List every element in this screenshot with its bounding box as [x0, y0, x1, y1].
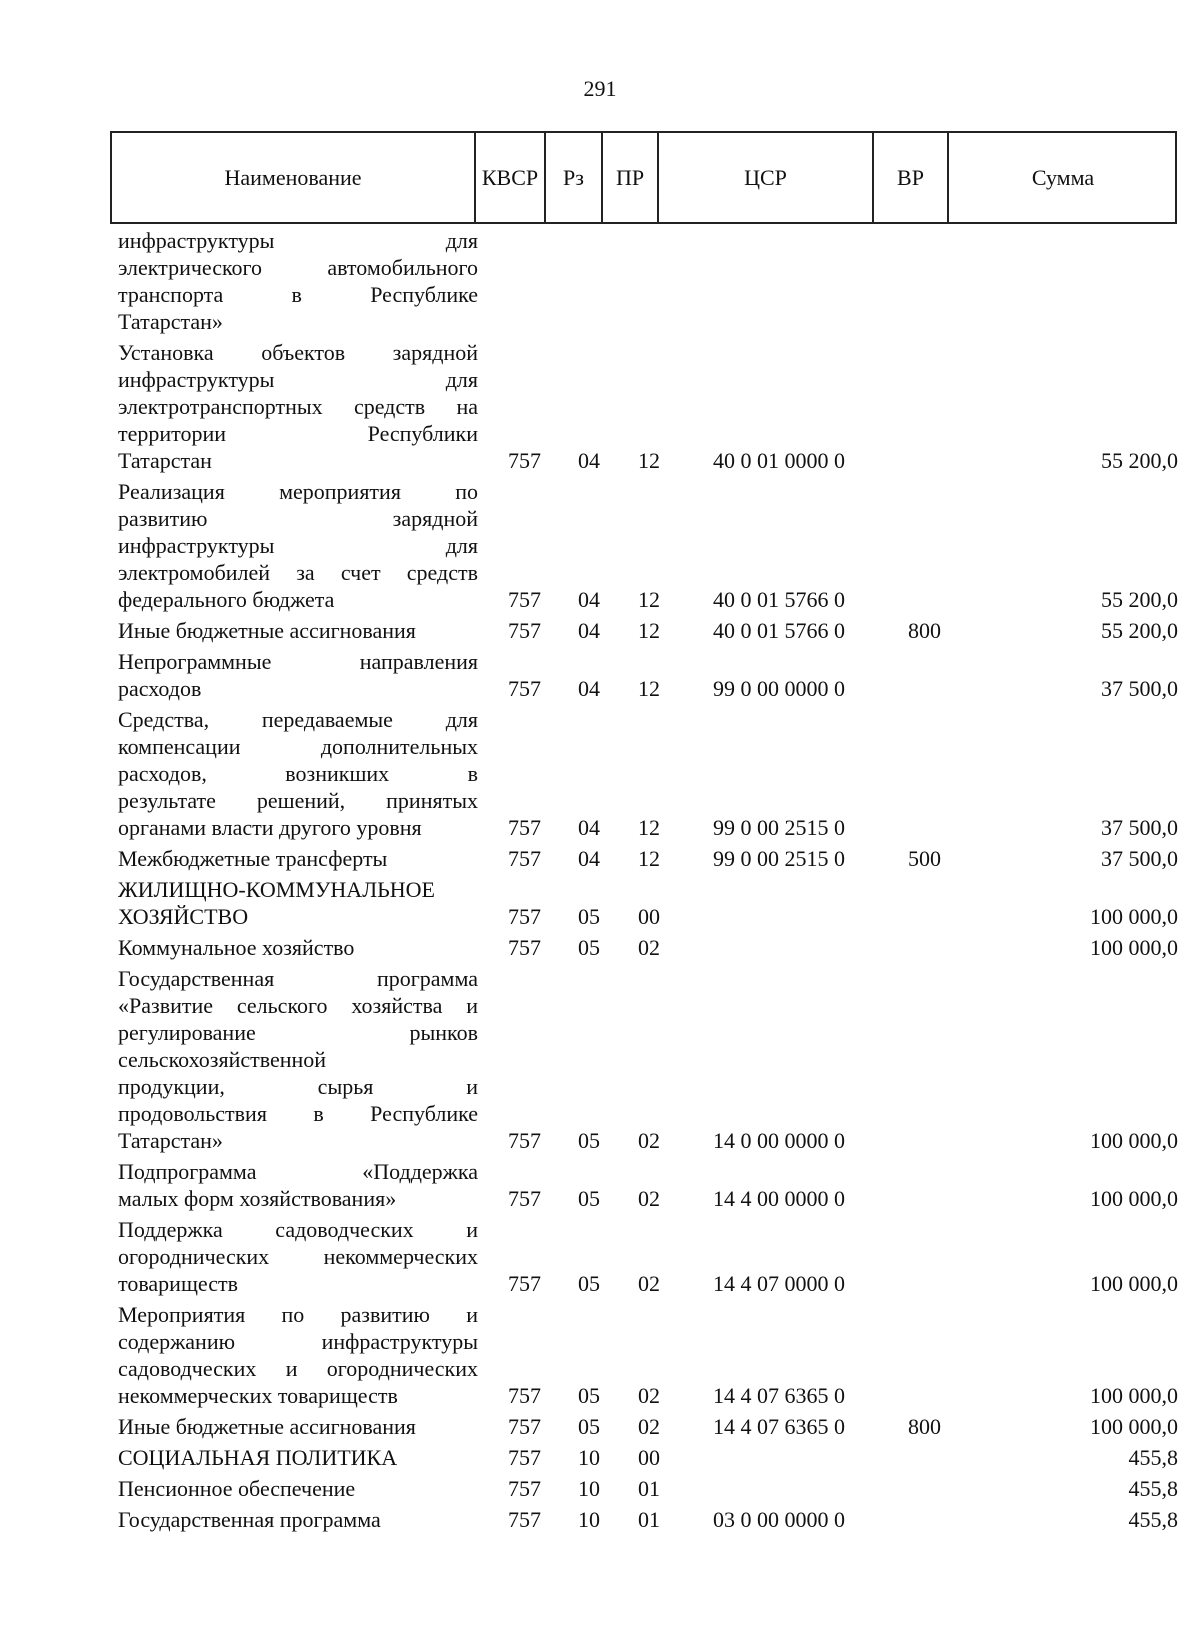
table-row — [118, 1158, 1178, 1212]
row-name-line: Государственная программа — [118, 1507, 381, 1532]
header-name: Наименование — [224, 164, 362, 190]
row-name-line: компенсации дополнительных — [118, 734, 478, 759]
row-sum: 100 000,0 — [1090, 1186, 1178, 1211]
row-name-line: СОЦИАЛЬНАЯ ПОЛИТИКА — [118, 1445, 398, 1470]
row-pr: 12 — [638, 587, 660, 612]
row-csr: 40 0 01 0000 0 — [713, 448, 845, 473]
row-kvsr: 757 — [508, 1383, 541, 1408]
row-name-line: Поддержка садоводческих и — [118, 1217, 478, 1242]
row-name-line: транспорта в Республике — [118, 282, 478, 307]
row-name — [118, 339, 478, 474]
row-kvsr: 757 — [508, 935, 541, 960]
row-kvsr: 757 — [508, 1414, 541, 1439]
row-pr: 02 — [638, 1128, 660, 1153]
row-sum: 100 000,0 — [1090, 1271, 1178, 1296]
row-kvsr: 757 — [508, 618, 541, 643]
table-row — [118, 845, 1178, 872]
row-pr: 00 — [638, 904, 660, 929]
header-rz: Рз — [544, 133, 601, 222]
row-name-line: регулирование рынков — [118, 1020, 478, 1045]
row-sum: 37 500,0 — [1101, 676, 1178, 701]
row-kvsr: 757 — [508, 1271, 541, 1296]
row-name-line: развитию зарядной — [118, 506, 478, 531]
row-pr: 00 — [638, 1445, 660, 1470]
row-name — [118, 1158, 478, 1212]
row-name-line: инфраструктуры для — [118, 533, 478, 558]
row-name-line: Иные бюджетные ассигнования — [118, 618, 416, 643]
row-sum: 455,8 — [1128, 1476, 1178, 1501]
row-csr: 14 4 07 0000 0 — [713, 1271, 845, 1296]
row-name-line: Татарстан» — [118, 1128, 223, 1153]
header-kvsr: КВСР — [474, 133, 544, 222]
table-row — [118, 876, 1178, 930]
row-name-line: Межбюджетные трансферты — [118, 846, 388, 871]
row-csr: 14 0 00 0000 0 — [713, 1128, 845, 1153]
row-kvsr: 757 — [508, 448, 541, 473]
row-name-line: Татарстан» — [118, 309, 223, 334]
row-pr: 12 — [638, 846, 660, 871]
row-rz: 05 — [578, 935, 600, 960]
row-sum: 55 200,0 — [1101, 448, 1178, 473]
row-name-line: содержанию инфраструктуры — [118, 1329, 478, 1354]
row-name-line: товариществ — [118, 1271, 238, 1296]
row-name — [118, 478, 478, 613]
row-name-line: Установка объектов зарядной — [118, 340, 478, 365]
row-name-line: электротранспортных средств на — [118, 394, 478, 419]
row-sum: 55 200,0 — [1101, 618, 1178, 643]
row-name-line: инфраструктуры для — [118, 228, 478, 253]
row-name — [118, 617, 478, 644]
row-kvsr: 757 — [508, 587, 541, 612]
header-sum: Сумма — [947, 133, 1177, 222]
row-sum: 100 000,0 — [1090, 1383, 1178, 1408]
page-number: 291 — [583, 76, 617, 101]
row-rz: 04 — [578, 618, 600, 643]
row-name-line: Коммунальное хозяйство — [118, 935, 355, 960]
row-name-line: некоммерческих товариществ — [118, 1383, 398, 1408]
row-kvsr: 757 — [508, 1128, 541, 1153]
row-name — [118, 227, 478, 335]
table-row — [118, 706, 1178, 841]
row-name — [118, 1506, 478, 1533]
row-name-line: расходов — [118, 676, 202, 701]
row-rz: 04 — [578, 815, 600, 840]
row-kvsr: 757 — [508, 1476, 541, 1501]
row-name-line: расходов, возникших в — [118, 761, 478, 786]
row-kvsr: 757 — [508, 815, 541, 840]
row-vr: 800 — [908, 1414, 941, 1439]
row-pr: 02 — [638, 935, 660, 960]
row-csr: 14 4 07 6365 0 — [713, 1383, 845, 1408]
row-name-line: Реализация мероприятия по — [118, 479, 478, 504]
row-csr: 14 4 07 6365 0 — [713, 1414, 845, 1439]
row-pr: 02 — [638, 1186, 660, 1211]
row-rz: 05 — [578, 1271, 600, 1296]
row-name-line: продукции, сырья и — [118, 1074, 478, 1099]
row-pr: 02 — [638, 1414, 660, 1439]
row-name-line: Государственная программа — [118, 966, 478, 991]
row-pr: 12 — [638, 815, 660, 840]
row-name-line: садоводческих и огороднических — [118, 1356, 478, 1381]
table-header — [110, 131, 1177, 224]
row-csr: 40 0 01 5766 0 — [713, 587, 845, 612]
table-row — [118, 965, 1178, 1154]
row-kvsr: 757 — [508, 676, 541, 701]
row-csr: 40 0 01 5766 0 — [713, 618, 845, 643]
row-rz: 05 — [578, 1186, 600, 1211]
header-pr: ПР — [601, 133, 657, 222]
table-row — [118, 1216, 1178, 1297]
row-csr: 99 0 00 2515 0 — [713, 846, 845, 871]
row-pr: 01 — [638, 1507, 660, 1532]
table-row — [118, 227, 1178, 335]
row-rz: 05 — [578, 904, 600, 929]
row-name-line: Пенсионное обеспечение — [118, 1476, 356, 1501]
row-name-line: результате решений, принятых — [118, 788, 478, 813]
row-kvsr: 757 — [508, 846, 541, 871]
row-kvsr: 757 — [508, 904, 541, 929]
row-name-line: огороднических некоммерческих — [118, 1244, 478, 1269]
table-row — [118, 617, 1178, 644]
row-kvsr: 757 — [508, 1507, 541, 1532]
row-sum: 100 000,0 — [1090, 1128, 1178, 1153]
row-rz: 04 — [578, 587, 600, 612]
row-name-line: сельскохозяйственной — [118, 1047, 327, 1072]
row-name-line: электрического автомобильного — [118, 255, 478, 280]
row-name-line: ХОЗЯЙСТВО — [118, 904, 249, 929]
row-name-line: Подпрограмма «Поддержка — [118, 1159, 478, 1184]
row-pr: 01 — [638, 1476, 660, 1501]
row-pr: 12 — [638, 676, 660, 701]
row-sum: 455,8 — [1128, 1507, 1178, 1532]
row-name-line: малых форм хозяйствования» — [118, 1186, 397, 1211]
row-rz: 04 — [578, 676, 600, 701]
table-body — [118, 227, 1178, 1533]
row-name — [118, 934, 478, 961]
row-sum: 37 500,0 — [1101, 815, 1178, 840]
row-rz: 05 — [578, 1383, 600, 1408]
row-rz: 04 — [578, 846, 600, 871]
row-rz: 10 — [578, 1476, 600, 1501]
table-row — [118, 1413, 1178, 1440]
row-name-line: ЖИЛИЩНО-КОММУНАЛЬНОЕ — [118, 877, 435, 902]
row-pr: 12 — [638, 448, 660, 473]
row-name — [118, 845, 478, 872]
row-pr: 02 — [638, 1271, 660, 1296]
row-name — [118, 1301, 478, 1409]
table-row — [118, 1444, 1178, 1471]
row-sum: 37 500,0 — [1101, 846, 1178, 871]
row-name — [118, 1475, 478, 1502]
row-name-line: Татарстан — [118, 448, 212, 473]
header-csr: ЦСР — [657, 133, 872, 222]
row-name — [118, 1216, 478, 1297]
row-sum: 55 200,0 — [1101, 587, 1178, 612]
row-rz: 05 — [578, 1128, 600, 1153]
row-name-line: Средства, передаваемые для — [118, 707, 478, 732]
row-csr: 99 0 00 0000 0 — [713, 676, 845, 701]
row-csr: 14 4 00 0000 0 — [713, 1186, 845, 1211]
row-rz: 10 — [578, 1507, 600, 1532]
row-pr: 02 — [638, 1383, 660, 1408]
row-pr: 12 — [638, 618, 660, 643]
table-row — [118, 1475, 1178, 1502]
row-csr: 03 0 00 0000 0 — [713, 1507, 845, 1532]
row-sum: 100 000,0 — [1090, 1414, 1178, 1439]
table-row — [118, 339, 1178, 474]
row-name — [118, 706, 478, 841]
row-name-line: «Развитие сельского хозяйства и — [118, 993, 478, 1018]
row-vr: 800 — [908, 618, 941, 643]
row-name-line: Иные бюджетные ассигнования — [118, 1414, 416, 1439]
row-kvsr: 757 — [508, 1445, 541, 1470]
row-rz: 05 — [578, 1414, 600, 1439]
row-name — [118, 648, 478, 702]
row-csr: 99 0 00 2515 0 — [713, 815, 845, 840]
row-name — [118, 965, 478, 1154]
table-row — [118, 1506, 1178, 1533]
table-row — [118, 934, 1178, 961]
row-rz: 10 — [578, 1445, 600, 1470]
row-sum: 100 000,0 — [1090, 904, 1178, 929]
row-name-line: инфраструктуры для — [118, 367, 478, 392]
row-name-line: Мероприятия по развитию и — [118, 1302, 478, 1327]
row-kvsr: 757 — [508, 1186, 541, 1211]
row-name — [118, 1413, 478, 1440]
row-name-line: федерального бюджета — [118, 587, 335, 612]
row-name-line: органами власти другого уровня — [118, 815, 422, 840]
row-name — [118, 1444, 478, 1471]
row-name-line: продовольствия в Республике — [118, 1101, 478, 1126]
table-row — [118, 648, 1178, 702]
row-name-line: территории Республики — [118, 421, 478, 446]
row-vr: 500 — [908, 846, 941, 871]
row-name-line: электромобилей за счет средств — [118, 560, 478, 585]
table-row — [118, 478, 1178, 613]
row-name-line: Непрограммные направления — [118, 649, 478, 674]
row-name — [118, 876, 478, 930]
row-sum: 455,8 — [1128, 1445, 1178, 1470]
row-rz: 04 — [578, 448, 600, 473]
table-row — [118, 1301, 1178, 1409]
row-sum: 100 000,0 — [1090, 935, 1178, 960]
header-vr: ВР — [872, 133, 947, 222]
